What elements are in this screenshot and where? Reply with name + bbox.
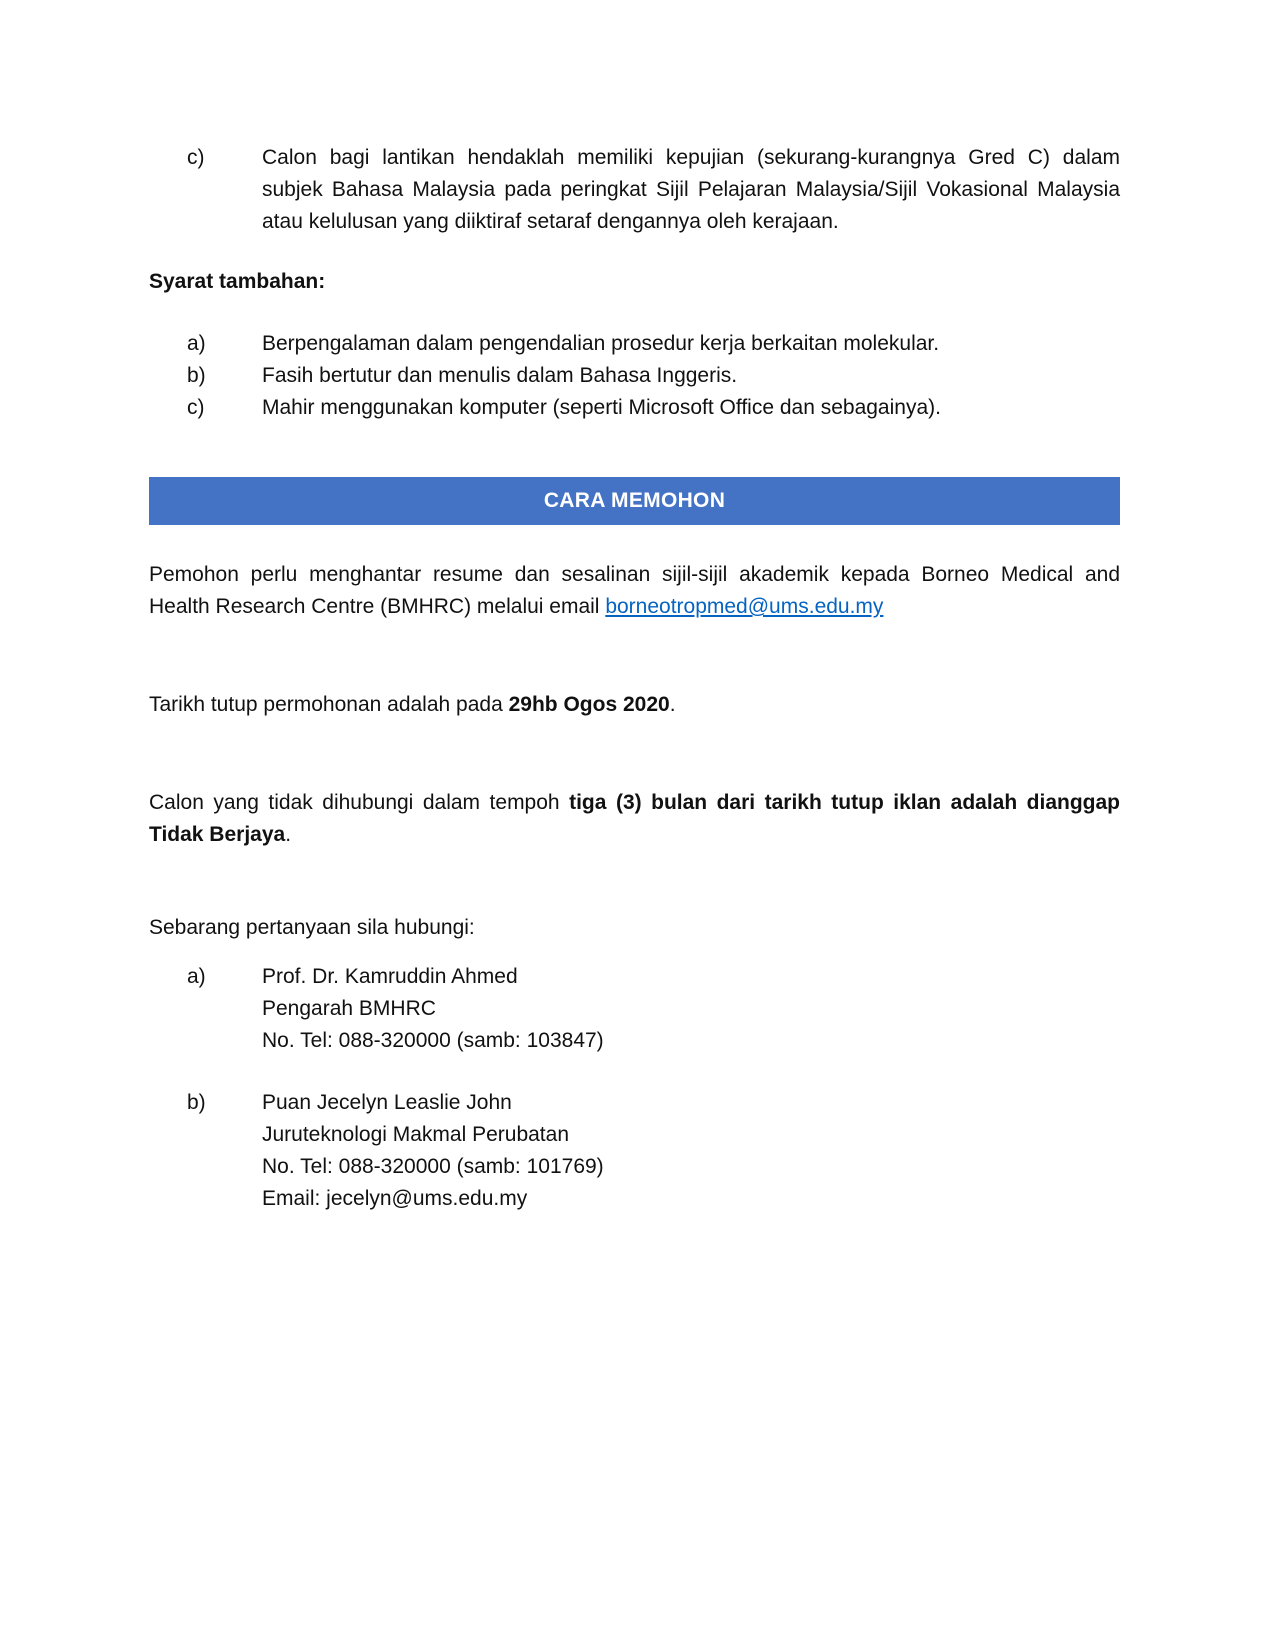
apply-paragraph <box>149 559 1120 623</box>
list-marker: a) <box>187 965 206 988</box>
notice-text: Calon yang tidak dihubungi dalam tempoh <box>149 791 570 814</box>
apply-line-2: Health Research Centre (BMHRC) melalui email <box>149 595 606 618</box>
apply-line-1: Pemohon perlu menghantar resume dan sesalinan sijil-sijil akademik kepada Borneo Medical and <box>149 563 1120 586</box>
contact-tel: No. Tel: 088-320000 (samb: 103847) <box>262 1029 604 1052</box>
contact-name: Prof. Dr. Kamruddin Ahmed <box>262 965 518 988</box>
contact-role: Juruteknologi Makmal Perubatan <box>262 1123 570 1146</box>
additional-requirements-heading: Syarat tambahan: <box>149 270 326 293</box>
requirement-c-line-1: Calon bagi lantikan hendaklah memiliki kepujian (sekurang-kurangnya Gred C) dalam <box>262 146 1120 169</box>
contact-email: Email: jecelyn@ums.edu.my <box>262 1187 528 1210</box>
contact-role: Pengarah BMHRC <box>262 997 436 1020</box>
contacts-intro: Sebarang pertanyaan sila hubungi: <box>149 916 475 939</box>
list-marker: c) <box>187 396 205 419</box>
list-item-text: Fasih bertutur dan menulis dalam Bahasa Inggeris. <box>262 364 738 387</box>
email-link[interactable]: borneotropmed@ums.edu.my <box>605 595 884 618</box>
contact-name: Puan Jecelyn Leaslie John <box>262 1091 512 1114</box>
contact-tel: No. Tel: 088-320000 (samb: 101769) <box>262 1155 604 1178</box>
list-marker: b) <box>187 364 206 387</box>
closing-date-paragraph <box>149 689 676 721</box>
notice-paragraph <box>149 787 1120 851</box>
closing-text: Tarikh tutup permohonan adalah pada <box>149 693 509 716</box>
requirement-c-line-2: subjek Bahasa Malaysia pada peringkat Sijil Pelajaran Malaysia/Sijil Vokasional Malaysia <box>262 178 1120 201</box>
requirement-c-line-3: atau kelulusan yang diiktiraf setaraf dengannya oleh kerajaan. <box>262 210 839 233</box>
notice-bold-1: tiga (3) bulan dari tarikh tutup iklan adalah dianggap <box>569 791 1120 814</box>
notice-suffix: . <box>285 823 292 846</box>
list-item-text: Mahir menggunakan komputer (seperti Microsoft Office dan sebagainya). <box>262 396 941 419</box>
list-item-text: Berpengalaman dalam pengendalian prosedur kerja berkaitan molekular. <box>262 332 940 355</box>
closing-date: 29hb Ogos 2020 <box>508 693 670 716</box>
list-marker: c) <box>187 146 205 169</box>
notice-bold-2: Tidak Berjaya <box>149 823 286 846</box>
closing-suffix: . <box>669 693 676 716</box>
section-header-cara-memohon: CARA MEMOHON <box>149 477 1120 525</box>
list-marker: a) <box>187 332 206 355</box>
list-marker: b) <box>187 1091 206 1114</box>
